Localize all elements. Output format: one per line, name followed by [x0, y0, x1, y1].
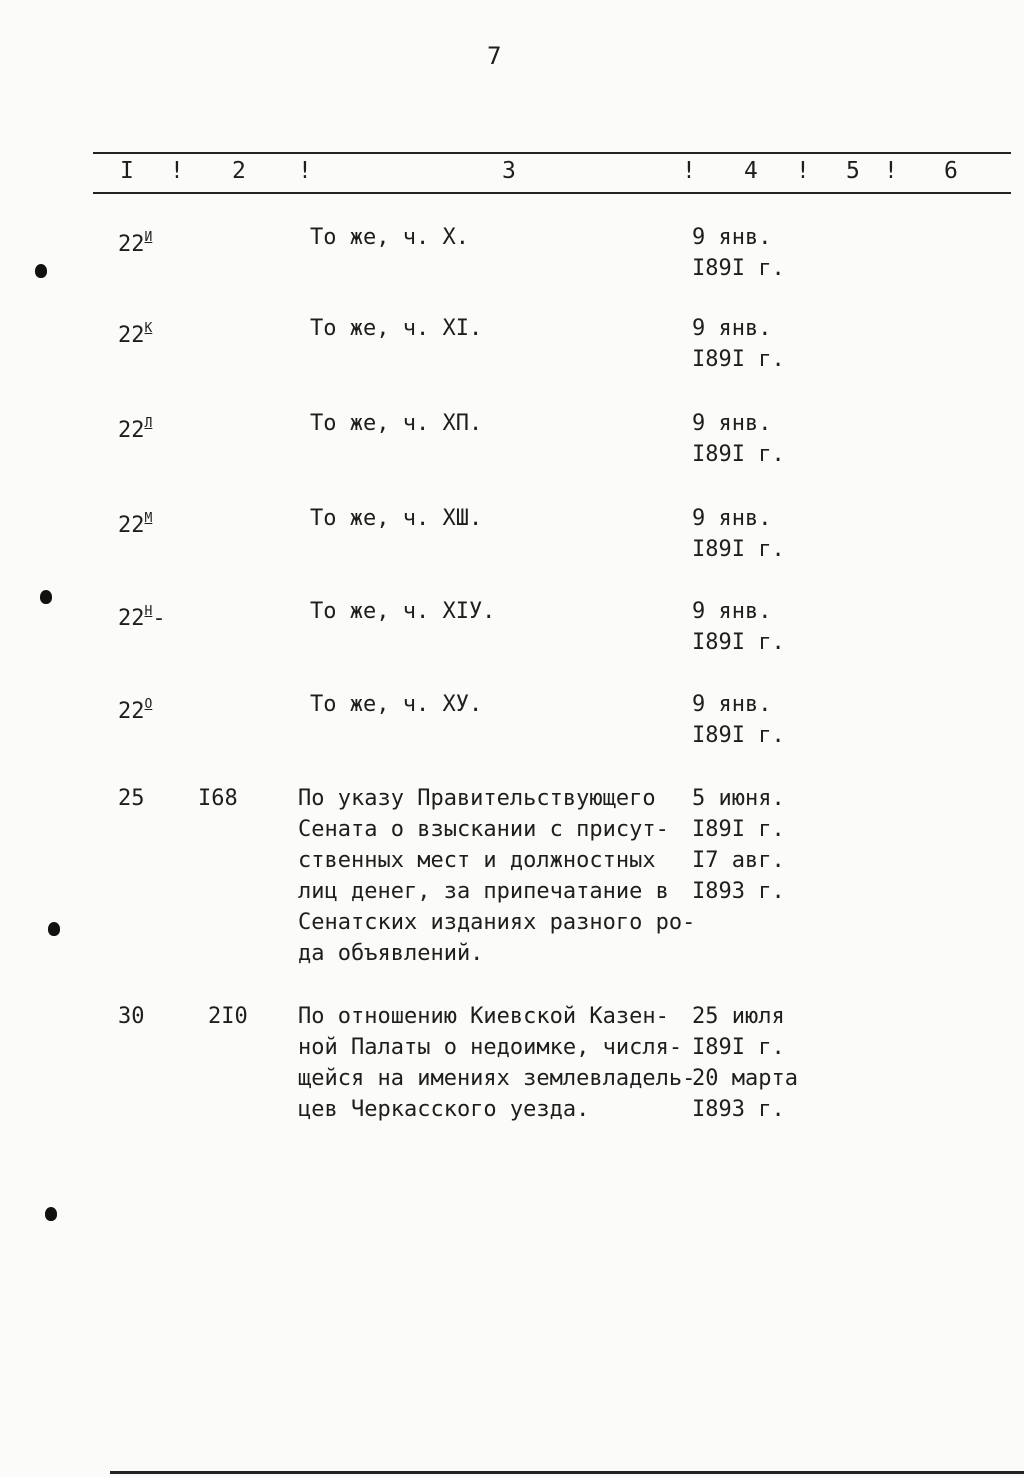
description-line: да объявлений.: [298, 941, 484, 966]
header-separator: !: [884, 158, 898, 184]
date-line: I89I г.: [692, 256, 785, 281]
item-number: [118, 313, 152, 351]
case-description: [298, 783, 695, 969]
item-number-base: 22: [118, 232, 145, 257]
date-line: I89I г.: [692, 537, 785, 562]
reference-number: I68: [198, 786, 238, 811]
description-line: То же, ч. ХУ.: [310, 692, 483, 717]
item-number-base: 25: [118, 786, 145, 811]
date-line: I89I г.: [692, 442, 785, 467]
case-dates: [692, 503, 785, 565]
date-line: I89I г.: [692, 347, 785, 372]
description-line: То же, ч. Х.: [310, 225, 469, 250]
punch-hole: [48, 922, 60, 936]
description-line: То же, ч. ХIУ.: [310, 599, 496, 624]
item-number: [118, 222, 152, 260]
description-line: ственных мест и должностных: [298, 848, 656, 873]
header-col-5: 5: [846, 158, 860, 184]
description-line: По указу Правительствующего: [298, 786, 656, 811]
item-number-index: М: [144, 511, 153, 526]
description-line: Сенатских изданиях разного ро-: [298, 910, 696, 935]
item-number-index: К: [144, 321, 153, 336]
reference-number: 2I0: [208, 1004, 248, 1029]
date-line: 5 июня.: [692, 786, 785, 811]
item-number: [118, 503, 152, 541]
date-line: I7 авг.: [692, 848, 785, 873]
description-line: То же, ч. ХП.: [310, 411, 483, 436]
case-dates: [692, 313, 785, 375]
case-description: [310, 596, 495, 627]
case-dates: [692, 596, 785, 658]
date-line: I89I г.: [692, 1035, 785, 1060]
punch-hole: [35, 264, 47, 278]
item-number-base: 22: [118, 699, 145, 724]
case-dates: [692, 1001, 798, 1125]
item-number-base: 22: [118, 606, 145, 631]
case-dates: [692, 783, 785, 907]
date-line: I89I г.: [692, 630, 785, 655]
item-number: [118, 408, 152, 446]
item-number-base: 30: [118, 1004, 145, 1029]
case-description: [310, 222, 469, 253]
description-line: По отношению Киевской Казен-: [298, 1004, 669, 1029]
description-line: лиц денег, за припечатание в: [298, 879, 669, 904]
punch-hole: [40, 590, 52, 604]
item-number: [118, 689, 152, 727]
case-description: [310, 689, 482, 720]
item-number-base: 22: [118, 513, 145, 538]
item-number-index: О: [144, 697, 153, 712]
item-number-base: 22: [118, 418, 145, 443]
date-line: 9 янв.: [692, 316, 772, 341]
header-col-2: 2: [232, 158, 246, 184]
header-col-3: 3: [502, 158, 516, 184]
date-line: I893 г.: [692, 1097, 785, 1122]
date-line: 9 янв.: [692, 411, 772, 436]
date-line: 9 янв.: [692, 506, 772, 531]
description-line: щейся на имениях землевладель-: [298, 1066, 696, 1091]
date-line: 9 янв.: [692, 599, 772, 624]
header-col-1: I: [120, 158, 134, 184]
date-line: 25 июля: [692, 1004, 785, 1029]
page-number: 7: [487, 42, 502, 70]
case-description: [298, 1001, 695, 1125]
description-line: То же, ч. ХI.: [310, 316, 483, 341]
case-dates: [692, 408, 785, 470]
case-description: [310, 313, 482, 344]
item-number-index: Л: [144, 416, 153, 431]
date-line: I89I г.: [692, 723, 785, 748]
date-line: I893 г.: [692, 879, 785, 904]
page-bottom-edge: [110, 1471, 1024, 1474]
header-separator: !: [170, 158, 184, 184]
header-col-4: 4: [744, 158, 758, 184]
description-line: ной Палаты о недоимке, числя-: [298, 1035, 683, 1060]
header-col-6: 6: [944, 158, 958, 184]
case-dates: [692, 222, 785, 284]
date-line: 20 марта: [692, 1066, 798, 1091]
item-number: [118, 783, 145, 814]
date-line: 9 янв.: [692, 225, 772, 250]
date-line: 9 янв.: [692, 692, 772, 717]
header-separator: !: [682, 158, 696, 184]
header-separator: !: [796, 158, 810, 184]
item-number-base: 22: [118, 323, 145, 348]
item-number: [118, 596, 166, 634]
item-number-suffix: -: [152, 606, 166, 631]
punch-hole: [45, 1207, 57, 1221]
table-top-rule: [93, 152, 1011, 154]
item-number-index: И: [144, 230, 153, 245]
header-separator: !: [298, 158, 312, 184]
description-line: Сената о взыскании с присут-: [298, 817, 669, 842]
date-line: I89I г.: [692, 817, 785, 842]
case-dates: [692, 689, 785, 751]
case-description: [310, 408, 482, 439]
table-header-rule: [93, 192, 1011, 194]
description-line: То же, ч. ХШ.: [310, 506, 483, 531]
description-line: цев Черкасского уезда.: [298, 1097, 590, 1122]
item-number-index: Н: [144, 604, 153, 619]
case-description: [310, 503, 482, 534]
item-number: [118, 1001, 145, 1032]
